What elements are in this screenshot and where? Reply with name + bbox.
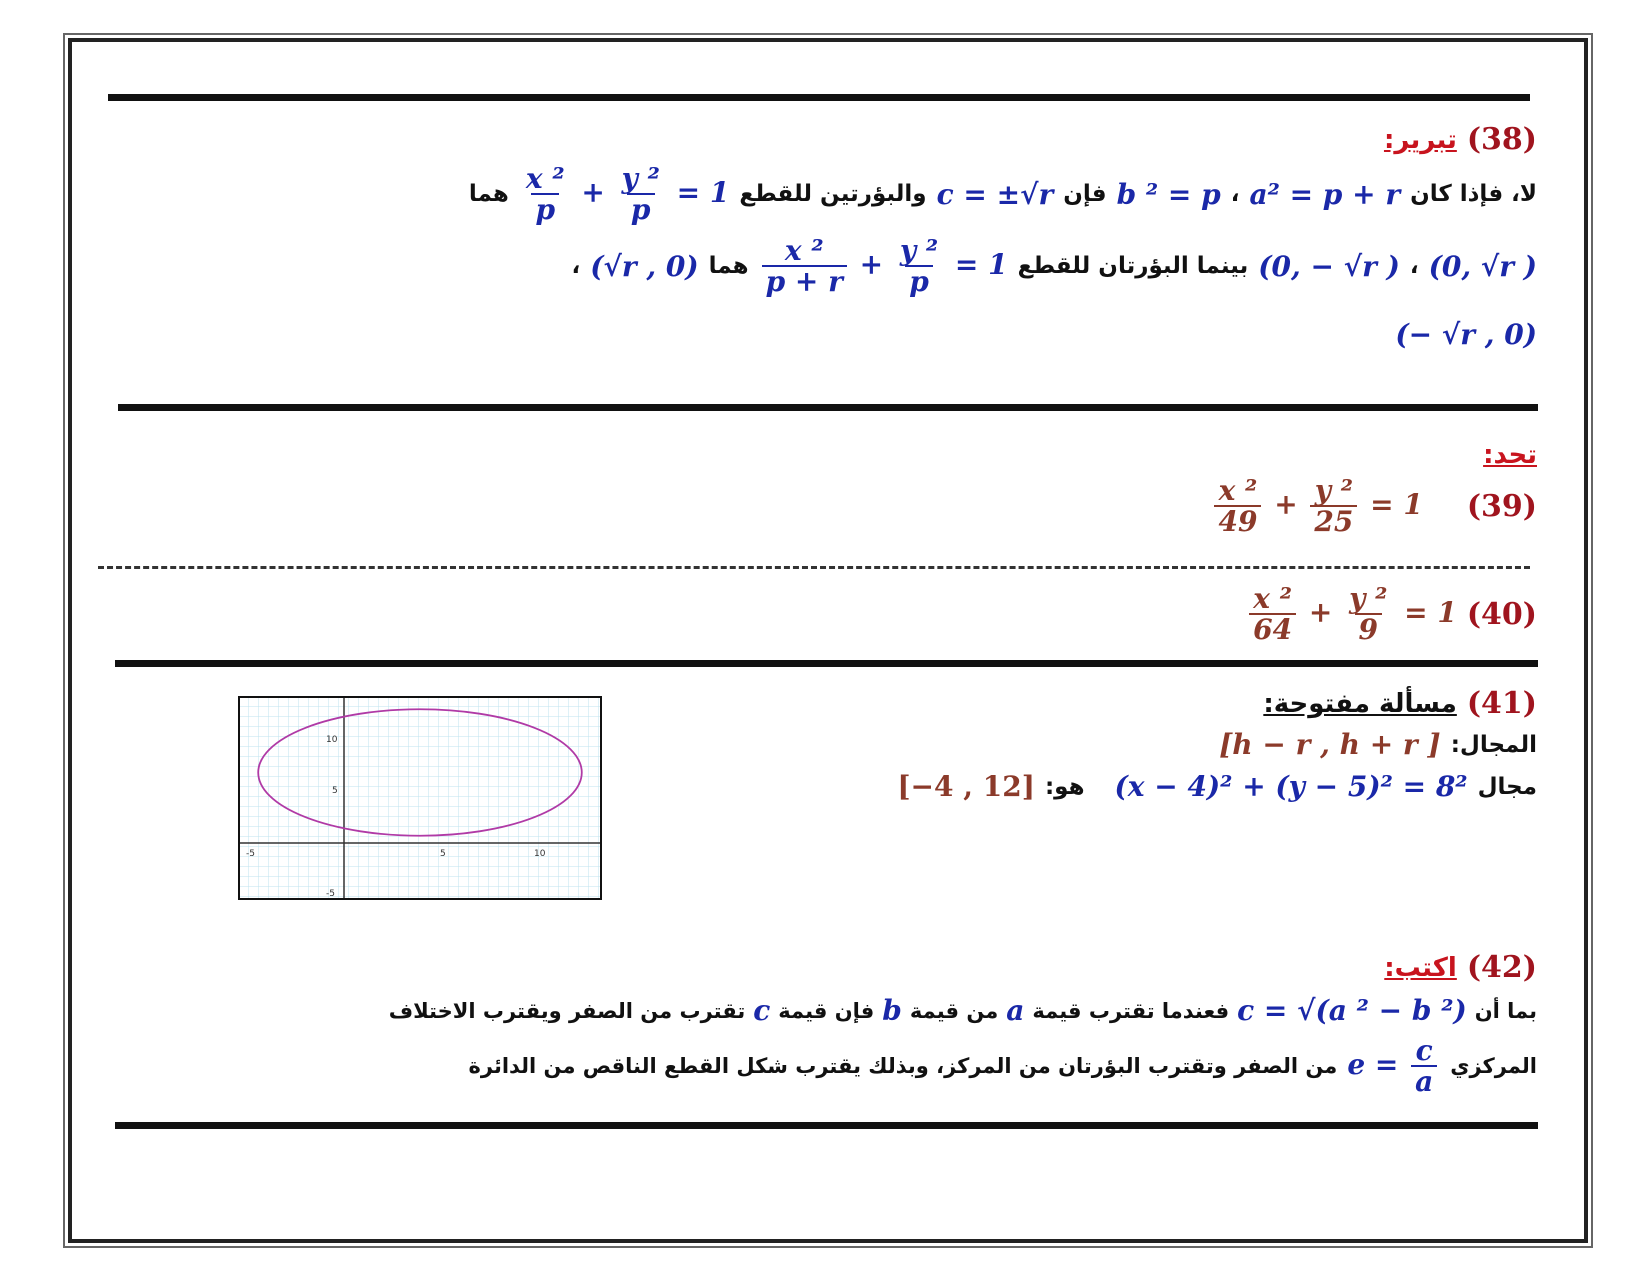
equation: a² = p + r <box>1249 177 1401 211</box>
q38-line1 <box>469 164 1537 225</box>
tick-label-y-neg5: -5 <box>326 889 335 899</box>
text: فإن قيمة <box>778 998 875 1023</box>
divider-2 <box>118 404 1538 411</box>
numerator: y ² <box>1314 474 1354 507</box>
separator: ، <box>1409 253 1419 280</box>
text: لا، فإذا كان <box>1410 181 1537 208</box>
denominator: 64 <box>1249 613 1296 644</box>
denominator: 9 <box>1355 613 1382 644</box>
ellipse-graph <box>238 696 602 900</box>
text: من الصفر وتقترب البؤرتان من المركز، وبذلك يقترب شكل القطع الناقص من الدائرة <box>468 1054 1338 1079</box>
q38-line3 <box>1395 318 1537 351</box>
numerator: y ² <box>1349 582 1388 615</box>
plus-sign: + <box>859 247 884 281</box>
equation: c = √(a ² − b ²) <box>1237 994 1467 1027</box>
q41-number: (41) <box>1466 686 1537 721</box>
q42-heading: اكتب: <box>1384 952 1457 983</box>
q42-line1 <box>389 994 1537 1027</box>
plus-sign: + <box>581 175 605 209</box>
numerator: x ² <box>1253 582 1293 615</box>
separator: ، <box>571 253 581 280</box>
text: والبؤرتين للقطع <box>739 181 927 208</box>
equation: b ² = p <box>1116 177 1221 211</box>
domain-label: المجال: <box>1450 731 1537 758</box>
domain-expression: [h − r , h + r ] <box>1219 728 1441 761</box>
text: فعندما تقترب قيمة <box>1032 998 1230 1023</box>
denominator: p <box>905 265 933 296</box>
q41-title <box>1263 686 1537 721</box>
divider-3 <box>115 660 1538 667</box>
dashed-separator <box>98 566 1530 569</box>
tick-label-x-10: 10 <box>534 849 546 859</box>
numerator: x ² <box>525 162 565 195</box>
q42-title <box>1384 950 1537 985</box>
tick-label-y-10: 10 <box>326 735 338 745</box>
q39-number: (39) <box>1466 488 1537 524</box>
denominator: 25 <box>1310 505 1357 536</box>
focus-point: (√r , 0) <box>590 249 699 283</box>
q40-number: (40) <box>1466 596 1537 632</box>
numerator: y ² <box>899 234 939 267</box>
denominator: 49 <box>1214 505 1261 536</box>
lhs: e = <box>1347 1047 1399 1081</box>
text: المركزي <box>1450 1054 1537 1079</box>
text: من قيمة <box>909 998 999 1023</box>
denominator: p <box>531 193 559 224</box>
focus-point: (− √r , 0) <box>1395 318 1537 351</box>
denominator: a <box>1411 1065 1437 1096</box>
numerator: x ² <box>784 234 824 267</box>
text: فإن <box>1063 181 1107 208</box>
focus-point: (0, √r ) <box>1428 249 1537 283</box>
variable: c <box>753 994 771 1027</box>
focus-point: (0, − √r ) <box>1258 249 1400 283</box>
numerator: x ² <box>1218 474 1258 507</box>
plus-sign: + <box>1274 487 1298 521</box>
q42-line2 <box>468 1036 1537 1097</box>
q42-number: (42) <box>1466 950 1537 985</box>
text: بينما البؤرتان للقطع <box>1017 253 1249 280</box>
q38-line2 <box>571 236 1537 297</box>
q40-equation <box>1246 584 1457 645</box>
q38-title <box>1384 122 1537 157</box>
text: هما <box>708 253 749 280</box>
q41-domain <box>1219 728 1537 761</box>
numerator: c <box>1415 1034 1433 1067</box>
denominator: p <box>627 193 655 224</box>
ellipse-equation-2 <box>759 236 1008 297</box>
tick-label-x-neg5: -5 <box>246 849 255 859</box>
text: هو: <box>1044 773 1085 800</box>
numerator: y ² <box>621 162 660 195</box>
circle-equation: (x − 4)² + (y − 5)² = 8² <box>1114 770 1468 803</box>
rhs: = 1 <box>676 175 730 209</box>
text: بما أن <box>1474 998 1537 1023</box>
divider-top <box>108 94 1530 101</box>
plus-sign: + <box>1308 595 1333 629</box>
eccentricity-equation <box>1347 1036 1440 1097</box>
q41-heading: مسألة مفتوحة: <box>1263 688 1457 719</box>
rhs: = 1 <box>1370 487 1423 521</box>
rhs: = 1 <box>1404 595 1457 629</box>
ellipse-equation-1 <box>519 164 729 225</box>
domain-result: [−4 , 12] <box>897 770 1035 803</box>
rhs: = 1 <box>954 247 1008 281</box>
variable: a <box>1006 994 1025 1027</box>
q39-equation <box>1211 476 1422 537</box>
text: مجال <box>1477 773 1537 800</box>
variable: b <box>882 994 902 1027</box>
tick-label-x-5: 5 <box>440 849 446 859</box>
divider-bottom <box>115 1122 1538 1129</box>
equation: c = ±√r <box>936 177 1054 211</box>
denominator: p + r <box>762 265 847 296</box>
tick-label-y-5: 5 <box>332 786 338 796</box>
q41-example <box>897 770 1537 803</box>
challenge-heading: تحد: <box>1483 440 1537 470</box>
q38-number: (38) <box>1466 122 1537 157</box>
graph-grid <box>239 697 601 899</box>
text: تقترب من الصفر ويقترب الاختلاف <box>388 998 746 1023</box>
text: هما <box>468 181 509 208</box>
separator: ، <box>1230 181 1240 208</box>
q38-heading: تبرير: <box>1383 124 1457 155</box>
q40 <box>1246 584 1537 645</box>
q39 <box>1211 476 1537 537</box>
challenge-title <box>1483 440 1537 470</box>
